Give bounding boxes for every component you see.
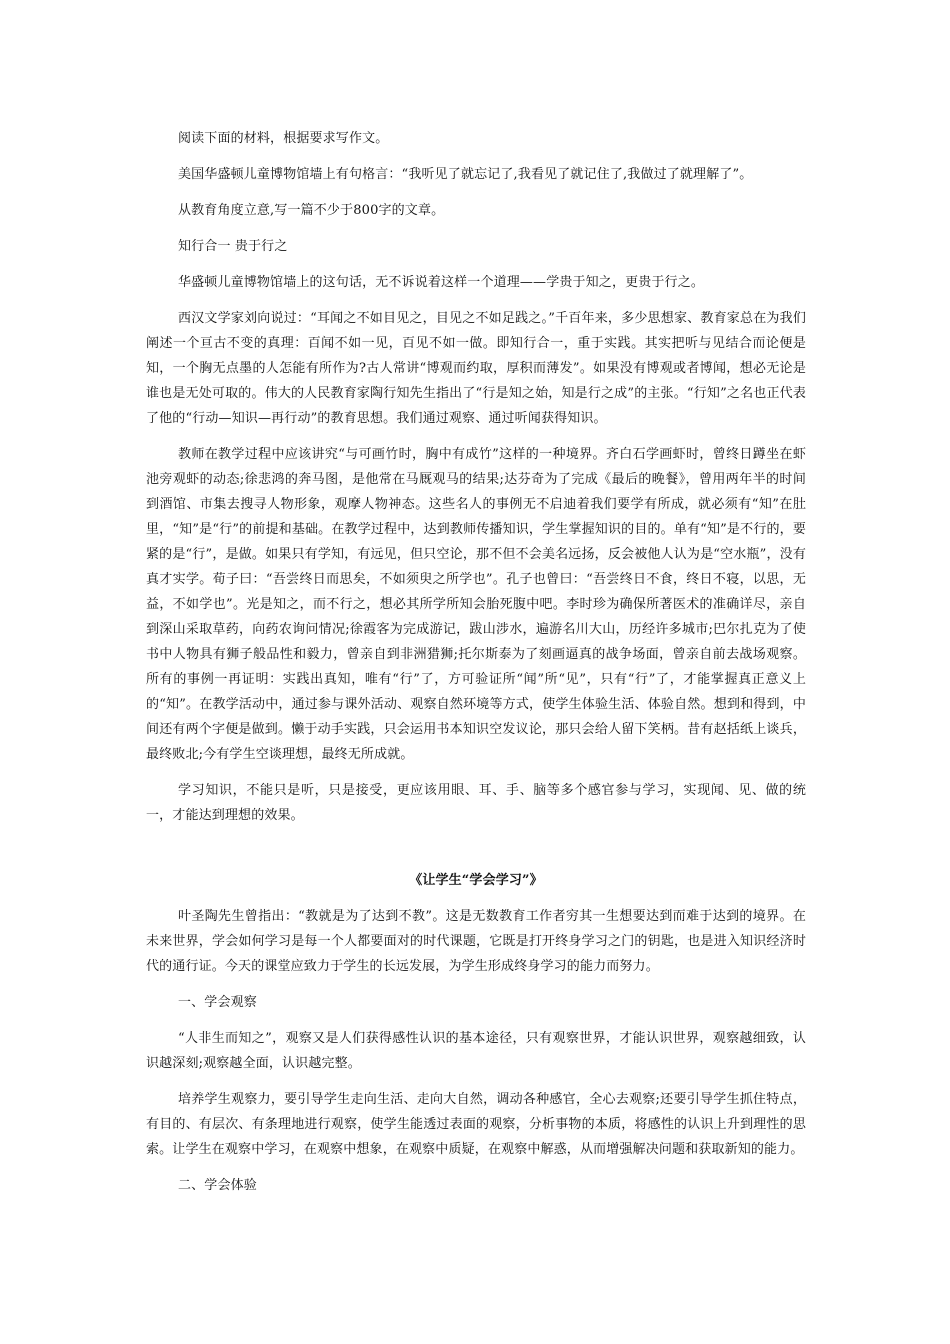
document-body (146, 126, 806, 1198)
requirement-paragraph: 从教育角度立意,写一篇不少于800字的文章。 (178, 203, 445, 218)
article-title: 《让学生“学会学习”》 (409, 873, 543, 888)
prompt-quote-paragraph: 美国华盛顿儿童博物馆墙上有句格言：“我听见了就忘记了,我看见了就记住了,我做过了就理解了”。 (178, 167, 753, 182)
essay-paragraph: 学习知识，不能只是听，只是接受，更应该用眼、耳、手、脑等多个感官参与学习，实现闻、见、做的统一，才能达到理想的效果。 (146, 783, 806, 823)
instruction-paragraph: 阅读下面的材料，根据要求写作文。 (178, 131, 389, 146)
article-paragraph: 叶圣陶先生曾指出：“教就是为了达到不教”。这是无数教育工作者穷其一生想要达到而难于达到的境界。在未来世界，学会如何学习是每一个人都要面对的时代课题，它既是打开终身学习之门的钥匙，也是进入知识经济时代的通行证。今天的课堂应致力于学生的长远发展，为学生形成终身学习的能力而努力。 (146, 909, 806, 974)
essay-title: 知行合一 贵于行之 (178, 239, 288, 254)
essay-paragraph: 西汉文学家刘向说过：“耳闻之不如目见之，目见之不如足践之。”千百年来，多少思想家、教育家总在为我们阐述一个亘古不变的真理：百闻不如一见，百见不如一做。即知行合一，重于实践。其实把听与见结合而论便是知，一个胸无点墨的人怎能有所作为?古人常讲“博观而约取，厚积而薄发”。如果没有博观或者博闻，想必无论是谁也是无处可取的。伟大的人民教育家陶行知先生指出了“行是知之始，知是行之成”的主张。“行知”之名也正代表了他的“行动—知识—再行动”的教育思想。我们通过观察、通过听闻获得知识。 (146, 311, 806, 426)
article-paragraph: 培养学生观察力，要引导学生走向生活、走向大自然，调动各种感官，全心去观察;还要引导学生抓住特点，有目的、有层次、有条理地进行观察，使学生能透过表面的观察，分析事物的本质，将感性的认识上升到理性的思索。让学生在观察中学习，在观察中想象，在观察中质疑，在观察中解惑，从而增强解决问题和获取新知的能力。 (146, 1092, 806, 1157)
essay-paragraph: 教师在教学过程中应该讲究“与可画竹时，胸中有成竹”这样的一种境界。齐白石学画虾时，曾终日蹲坐在虾池旁观虾的动态;徐悲鸿的奔马图，是他常在马厩观马的结果;达芬奇为了完成《最后的晚餐》，曾用两年半的时间到酒馆、市集去搜寻人物形象，观摩人物神态。这些名人的事例无不启迪着我们要学有所成，就必须有“知”在肚里，“知”是“行”的前提和基础。在教学过程中，达到教师传播知识，学生掌握知识的目的。单有“知”是不行的，要紧的是“行”，是做。如果只有学知，有远见，但只空论，那不但不会美名远扬，反会被他人认为是“空水瓶”，没有真才实学。荀子曰：“吾尝终日而思矣，不如须臾之所学也”。孔子也曾曰：“吾尝终日不食，终日不寝，以思，无益，不如学也”。光是知之，而不行之，想必其所学所知会胎死腹中吧。李时珍为确保所著医术的准确详尽，亲自到深山采取草药，向药农询问情况;徐霞客为完成游记，跋山涉水，遍游名川大山，历经许多城市;巴尔扎克为了使书中人物具有狮子般品性和毅力，曾亲自到非洲猎狮;托尔斯泰为了刻画逼真的战争场面，曾亲自前去战场观察。所有的事例一再证明：实践出真知，唯有“行”了，方可验证所“闻”所“见”，只有“行”了，才能掌握真正意义上的“知”。在教学活动中，通过参与课外活动、观察自然环境等方式，使学生体验生活、体验自然。想到和得到，中间还有两个字便是做到。懒于动手实践，只会运用书本知识空发议论，那只会给人留下笑柄。昔有赵括纸上谈兵，最终败北;今有学生空谈理想，最终无所成就。 (146, 447, 806, 762)
essay-paragraph: 华盛顿儿童博物馆墙上的这句话，无不诉说着这样一个道理——学贵于知之，更贵于行之。 (178, 275, 705, 290)
section-heading: 一、学会观察 (178, 995, 257, 1010)
section-heading: 二、学会体验 (178, 1178, 257, 1193)
article-paragraph: “人非生而知之”，观察又是人们获得感性认识的基本途径，只有观察世界，才能认识世界，观察越细致，认识越深刻;观察越全面，认识越完整。 (146, 1031, 806, 1071)
